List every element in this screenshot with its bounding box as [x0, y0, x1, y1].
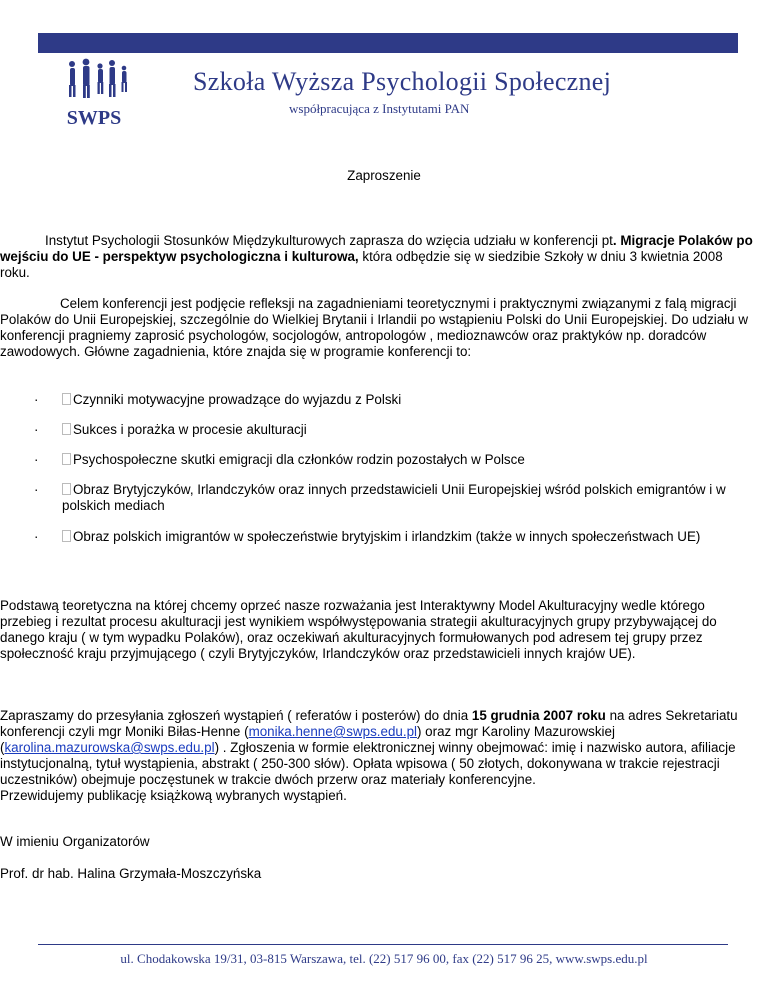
list-item-text: Obraz Brytyjczyków, Irlandczyków oraz innych przedstawicieli Unii Europejskiej wśród polskich emigrantów i w polskich mediach: [62, 482, 726, 513]
publication-note: Przewidujemy publikację książkową wybranych wystąpień.: [0, 788, 347, 803]
school-name: Szkoła Wyższa Psychologii Społecznej: [193, 67, 612, 96]
bullet-mark: ·: [34, 482, 39, 497]
bullet-mark: ·: [34, 422, 39, 437]
signoff: W imieniu Organizatorów: [0, 834, 150, 849]
school-subtitle: współpracująca z Instytutami PAN: [289, 101, 470, 116]
intro-text: Instytut Psychologii Stosunków Międzykulturowych zaprasza do wzięcia udziału w konferencji pt: [45, 233, 613, 248]
email-link-henne[interactable]: monika.henne@swps.edu.pl: [248, 724, 417, 739]
conference-title: . Migracje Polaków po wejściu do UE - perspektyw psychologiczna i kulturowa,: [0, 233, 753, 264]
missing-glyph-icon: [62, 453, 71, 465]
list-item-text: Sukces i porażka w procesie akulturacji: [73, 422, 307, 437]
signature: Prof. dr hab. Halina Grzymała-Moszczyńska: [0, 866, 262, 881]
submission-text: na adres Sekretariatu konferencji czyli mgr Moniki Biłas-Henne (: [0, 708, 738, 739]
missing-glyph-icon: [62, 423, 71, 435]
intro-paragraph: [0, 233, 756, 281]
bullet-mark: ·: [34, 529, 39, 544]
submission-text: ) oraz mgr Karoliny Mazurowskiej (: [0, 724, 615, 755]
list-item-text: Czynniki motywacyjne prowadzące do wyjazdu z Polski: [73, 392, 402, 407]
missing-glyph-icon: [62, 393, 71, 405]
page-title: Zaproszenie: [347, 168, 421, 183]
list-item-text: Psychospołeczne skutki emigracji dla członków rodzin pozostałych w Polsce: [73, 452, 525, 467]
logo-text: SWPS: [66, 107, 122, 129]
submission-text: Zapraszamy do przesyłania zgłoszeń wystąpień ( referatów i posterów) do dnia: [0, 708, 472, 723]
submission-paragraph: [0, 708, 756, 804]
footer-divider: [38, 944, 728, 945]
swps-logo: [42, 58, 146, 132]
bullet-mark: ·: [34, 392, 39, 407]
header-top-bar: [38, 33, 738, 53]
theory-paragraph: Podstawą teoretyczna na której chcemy oprzeć nasze rozważania jest Interaktywny Model Akulturacyjny wedle którego przebieg i rezultat procesu akulturacji jest wynikiem współwystępowania strategii akulturacyjnych grupy przybywającej do danego kraju ( w tym wypadku Polaków), oraz oczekiwań akulturacyjnych formułowanych pod adresem tej grupy przez społeczność kraju przyjmującego ( czyli Brytyjczyków, Irlandczyków oraz przedstawicieli innych krajów UE).: [0, 598, 717, 661]
list-item-text: Obraz polskich imigrantów w społeczeństwie brytyjskim i irlandzkim (także w innych społeczeństwach UE): [73, 529, 701, 544]
missing-glyph-icon: [62, 530, 71, 542]
goals-text: Celem konferencji jest podjęcie refleksji na zagadnieniami teoretycznymi i praktycznymi związanymi z falą migracji Polaków do Unii Europejskiej, szczególnie do Wielkiej Brytanii i Irlandii po wstąpieniu Polski do Unii Europejskiej. Do udziału w konferencji pragniemy zaprosić psychologów, socjologów, antropologów , medioznawców oraz praktyków np. doradców zawodowych. Główne zagadnienia, które znajda się w programie konferencji to:: [0, 296, 748, 359]
intro-rest: która odbędzie się w siedzibie Szkoły w dniu 3 kwietnia 2008 roku.: [0, 249, 723, 280]
email-link-mazurowska[interactable]: karolina.mazurowska@swps.edu.pl: [4, 740, 215, 755]
submission-text: ) . Zgłoszenia w formie elektronicznej winny obejmować: imię i nazwisko autora, afiliacje instytucjonalną, tytuł wystąpienia, abstrakt ( 250-300 słów). Opłata wpisowa ( 50 złotych, dokonywana w trakcie rejestracji uczestników) obejmuje poczęstunek w trakcie dwóch przerw oraz materiały konferencyjne.: [0, 740, 736, 787]
footer-address: ul. Chodakowska 19/31, 03-815 Warszawa, tel. (22) 517 96 00, fax (22) 517 96 25, www.swps.edu.pl: [120, 951, 648, 966]
bullet-mark: ·: [34, 452, 39, 467]
deadline: 15 grudnia 2007 roku: [471, 708, 606, 723]
missing-glyph-icon: [62, 483, 71, 495]
goals-paragraph: [0, 296, 756, 360]
